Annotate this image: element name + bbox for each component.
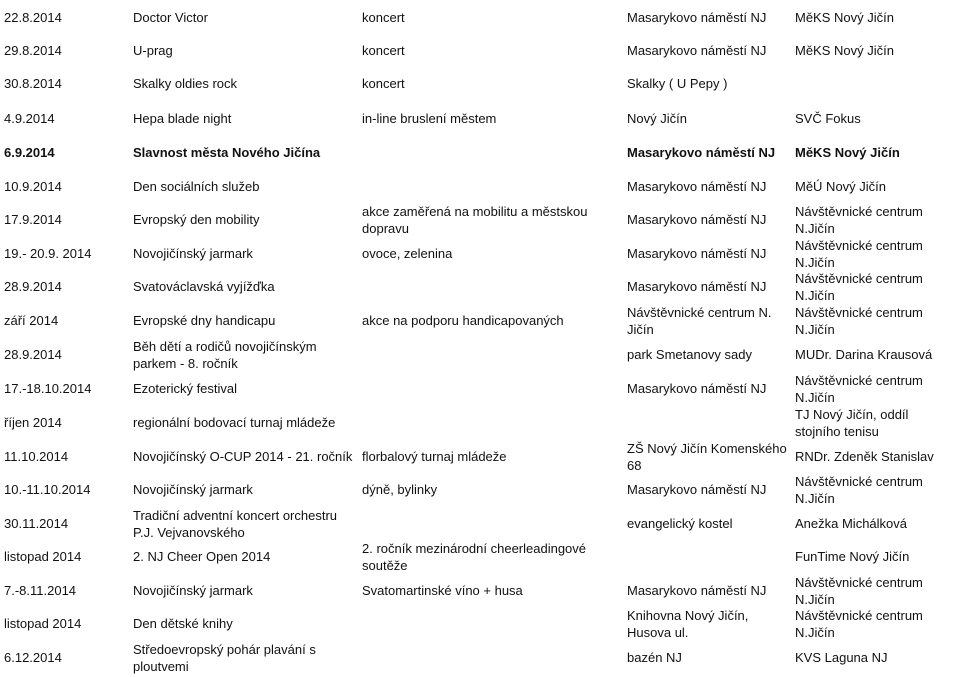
event-place: Masarykovo náměstí NJ [627,279,767,294]
event-organizer: Návštěvnické centrum N.Jičín [795,608,923,640]
event-title: Doctor Victor [133,10,208,25]
event-title: regionální bodovací turnaj mládeže [133,415,336,430]
event-type: ovoce, zelenina [362,246,453,261]
event-place: ZŠ Nový Jičín Komenského 68 [627,441,787,473]
event-organizer: Návštěvnické centrum N.Jičín [795,204,923,236]
event-title: Běh dětí a rodičů novojičínským parkem - 8. ročník [133,339,317,371]
event-date: 6.12.2014 [4,650,62,665]
event-title: Skalky oldies rock [133,76,238,91]
event-organizer: Návštěvnické centrum N.Jičín [795,238,923,270]
event-date: 19.- 20.9. 2014 [4,246,92,261]
event-type: florbalový turnaj mládeže [362,449,507,464]
event-date: 17.9.2014 [4,212,62,227]
event-title: Den sociálních služeb [133,179,260,194]
event-organizer: TJ Nový Jičín, oddíl stojního tenisu [795,407,909,439]
event-title: 2. NJ Cheer Open 2014 [133,549,271,564]
event-organizer: MěÚ Nový Jičín [795,179,887,194]
event-type: dýně, bylinky [362,482,438,497]
event-place: Nový Jičín [627,111,687,126]
event-type: koncert [362,10,405,25]
event-type: akce zaměřená na mobilitu a městskou dopravu [362,204,588,236]
event-title: Slavnost města Nového Jičína [133,145,321,160]
event-organizer: FunTime Nový Jičín [795,549,910,564]
event-organizer: MěKS Nový Jičín [795,43,894,58]
event-date: 28.9.2014 [4,347,62,362]
event-title: Den dětské knihy [133,616,233,631]
event-title: Evropský den mobility [133,212,260,227]
event-organizer: Návštěvnické centrum N.Jičín [795,575,923,607]
event-place: Masarykovo náměstí NJ [627,381,767,396]
event-date: 10.-11.10.2014 [4,482,91,497]
event-date: 6.9.2014 [4,145,55,160]
event-title: Hepa blade night [133,111,232,126]
event-organizer: Návštěvnické centrum N.Jičín [795,305,923,337]
event-title: Evropské dny handicapu [133,313,276,328]
event-organizer: Anežka Michálková [795,516,907,531]
event-organizer: MUDr. Darina Krausová [795,347,933,362]
event-date: listopad 2014 [4,549,82,564]
event-date: 30.11.2014 [4,516,69,531]
event-title: Tradiční adventní koncert orchestru P.J. Vejvanovského [133,508,338,540]
event-organizer: SVČ Fokus [795,111,861,126]
event-type: koncert [362,76,405,91]
event-type: Svatomartinské víno + husa [362,583,523,598]
event-title: Novojičínský jarmark [133,583,253,598]
event-date: říjen 2014 [4,415,62,430]
event-date: září 2014 [4,313,59,328]
event-type: 2. ročník mezinárodní cheerleadingové soutěže [362,541,587,573]
event-title: Novojičínský jarmark [133,482,253,497]
event-date: 7.-8.11.2014 [4,583,77,598]
event-date: 11.10.2014 [4,449,69,464]
event-type: koncert [362,43,405,58]
event-title: Novojičínský O-CUP 2014 - 21. ročník [133,449,353,464]
event-organizer: MěKS Nový Jičín [795,10,894,25]
event-title: Středoevropský pohár plavání s ploutvemi [133,642,316,674]
event-organizer: Návštěvnické centrum N.Jičín [795,474,923,506]
event-place: Masarykovo náměstí NJ [627,43,767,58]
event-title: Novojičínský jarmark [133,246,253,261]
event-type: akce na podporu handicapovaných [362,313,564,328]
event-place: Masarykovo náměstí NJ [627,246,767,261]
event-organizer: Návštěvnické centrum N.Jičín [795,271,923,303]
event-organizer: MěKS Nový Jičín [795,145,900,160]
event-place: Masarykovo náměstí NJ [627,10,767,25]
event-place: Masarykovo náměstí NJ [627,212,767,227]
event-place: Masarykovo náměstí NJ [627,583,767,598]
event-date: listopad 2014 [4,616,82,631]
event-place: evangelický kostel [627,516,733,531]
event-title: Ezoterický festival [133,381,238,396]
event-place: Návštěvnické centrum N. Jičín [627,305,772,337]
event-place: Masarykovo náměstí NJ [627,179,767,194]
event-place: Skalky ( U Pepy ) [627,76,728,91]
event-place: Masarykovo náměstí NJ [627,482,767,497]
event-title: U-prag [133,43,173,58]
event-date: 29.8.2014 [4,43,62,58]
event-organizer: RNDr. Zdeněk Stanislav [795,449,934,464]
event-place: park Smetanovy sady [627,347,753,362]
event-date: 30.8.2014 [4,76,62,91]
event-date: 10.9.2014 [4,179,62,194]
event-date: 28.9.2014 [4,279,62,294]
event-title: Svatováclavská vyjížďka [133,279,275,294]
event-place: Knihovna Nový Jičín, Husova ul. [627,608,749,640]
event-place: Masarykovo náměstí NJ [627,145,776,160]
event-type: in-line bruslení městem [362,111,497,126]
event-date: 4.9.2014 [4,111,55,126]
event-date: 22.8.2014 [4,10,62,25]
event-date: 17.-18.10.2014 [4,381,92,396]
event-place: bazén NJ [627,650,682,665]
event-organizer: Návštěvnické centrum N.Jičín [795,373,923,405]
event-organizer: KVS Laguna NJ [795,650,888,665]
